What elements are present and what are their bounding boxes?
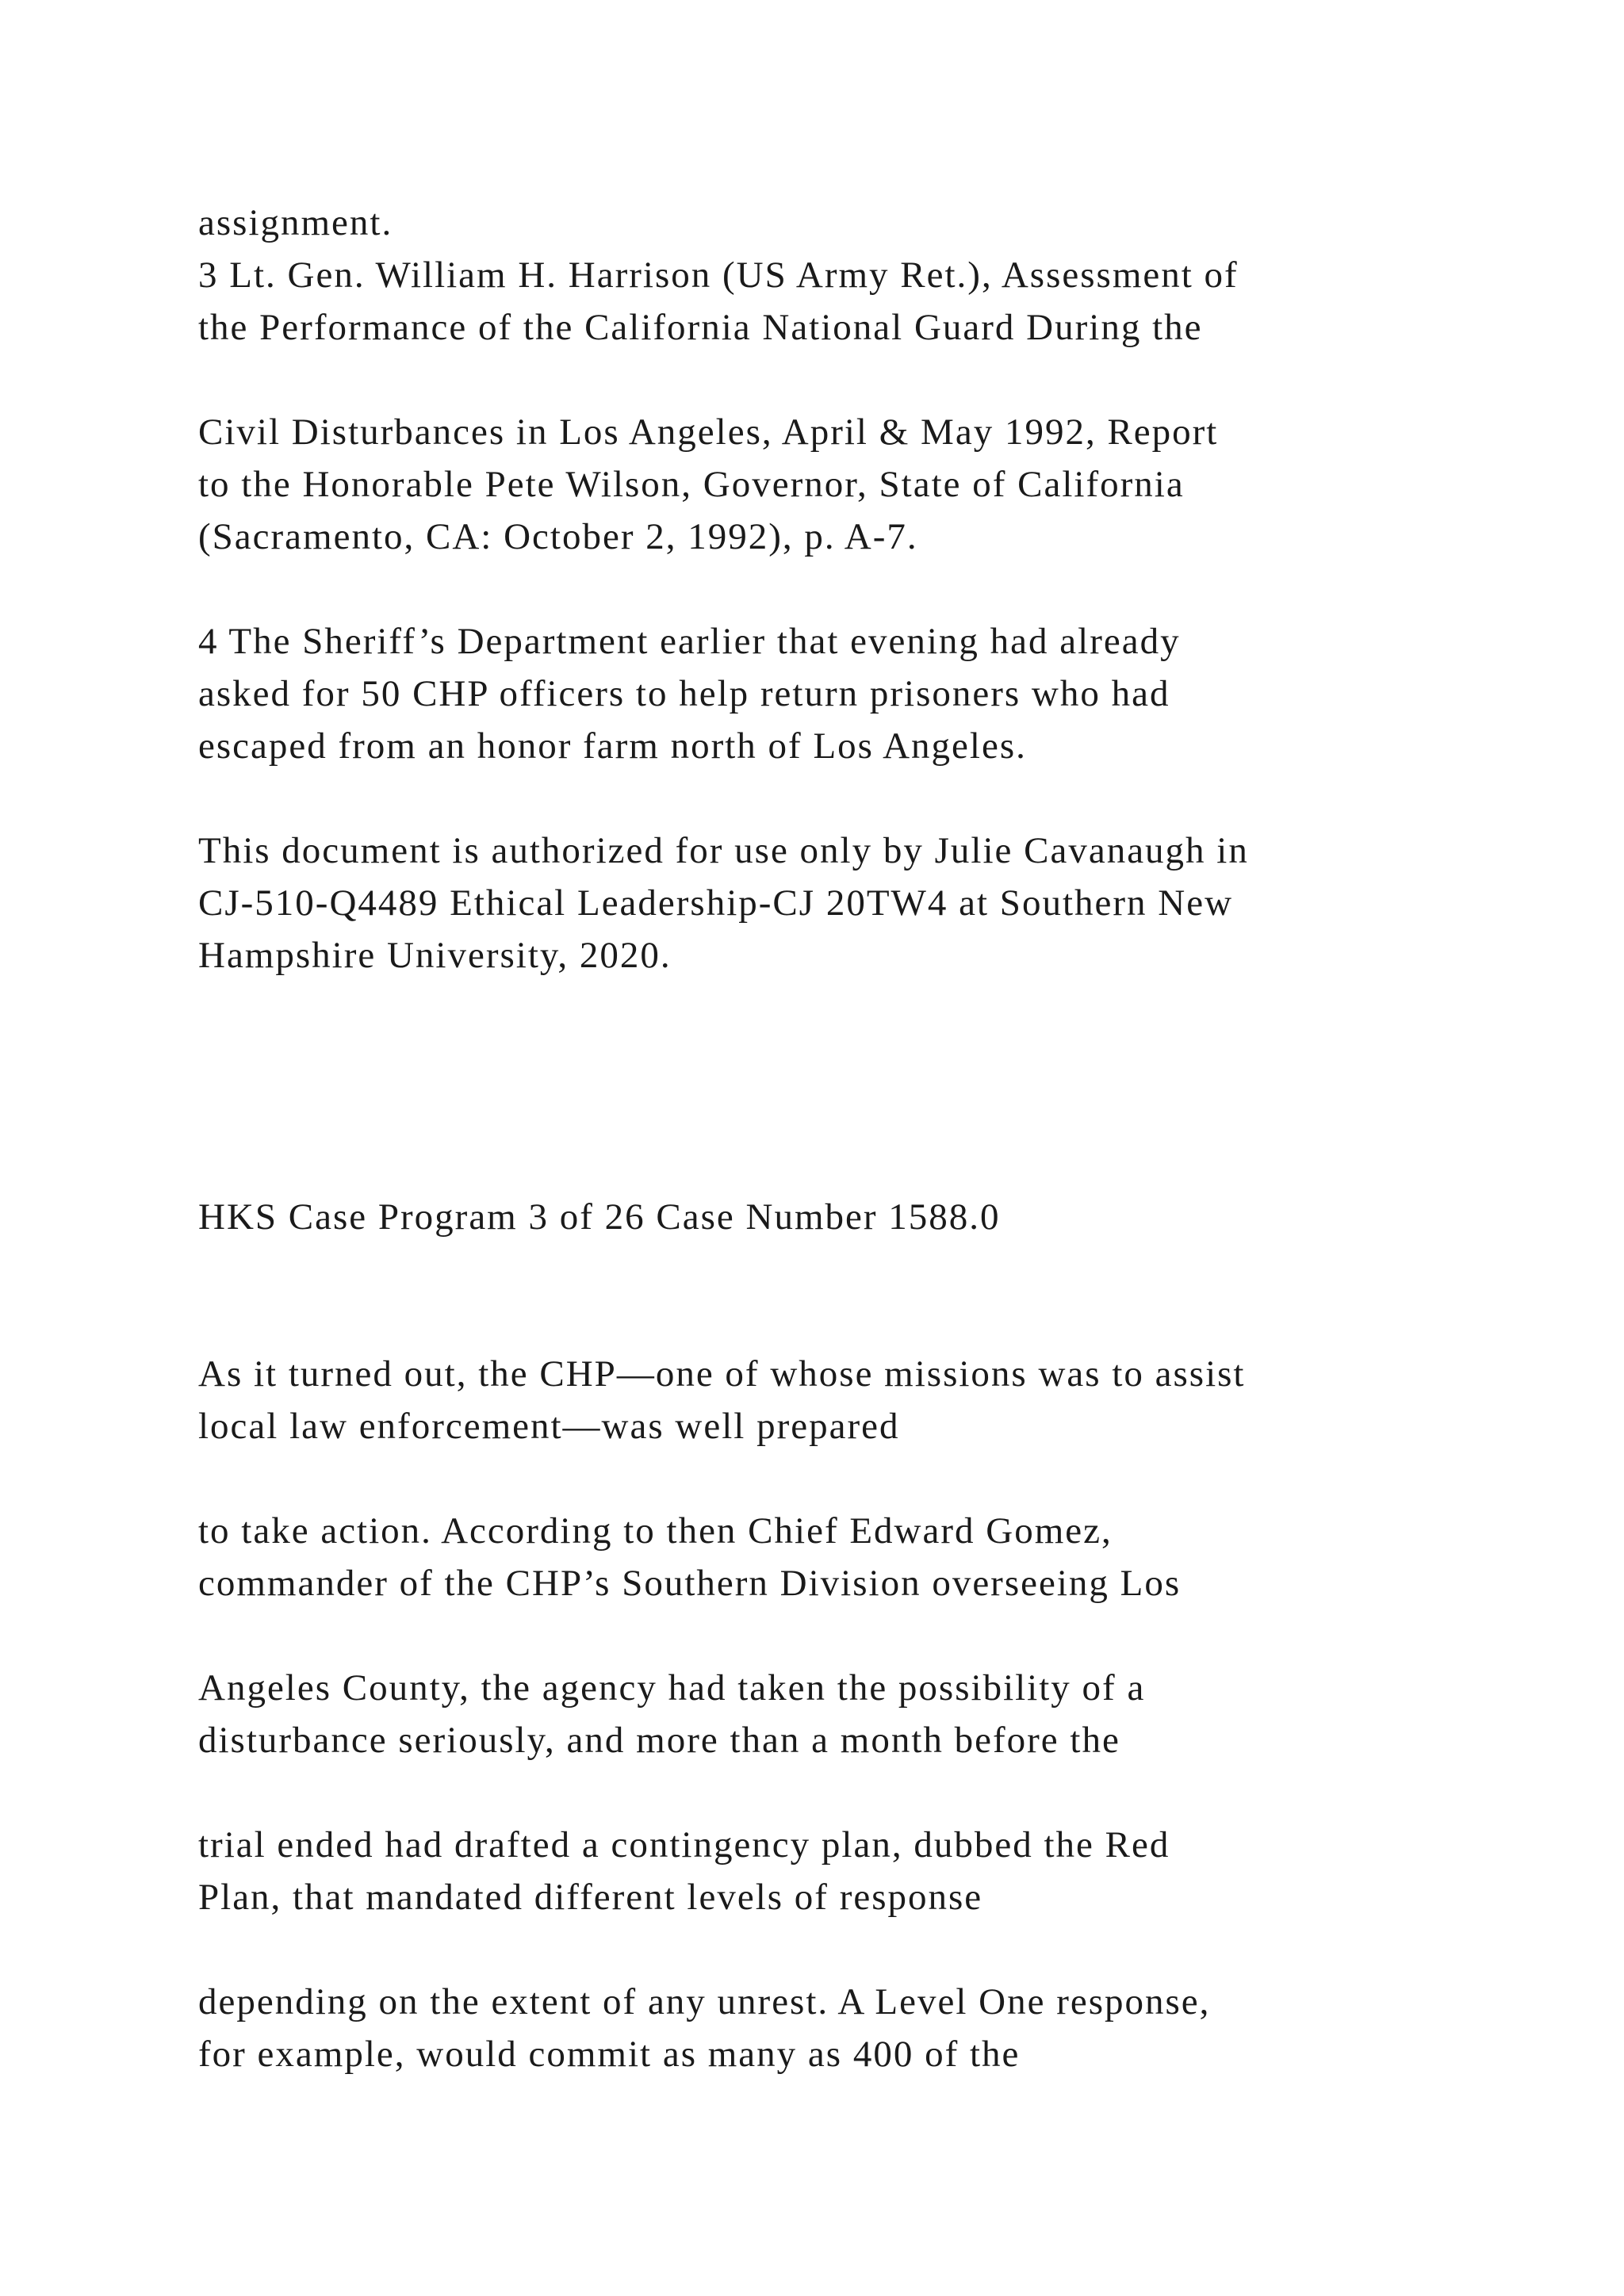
text-line: assignment. [198,202,393,243]
text-line: As it turned out, the CHP—one of whose missions was to assist [198,1353,1246,1395]
page-header: HKS Case Program 3 of 26 Case Number 1588.0 [198,1196,1001,1238]
text-line: Plan, that mandated different levels of response [198,1877,983,1918]
text-line: Angeles County, the agency had taken the possibility of a [198,1667,1146,1709]
text-line: (Sacramento, CA: October 2, 1992), p. A-7. [198,516,918,557]
footnote-3-line: 3 Lt. Gen. William H. Harrison (US Army Ret.), Assessment of [198,254,1239,296]
text-line: local law enforcement—was well prepared [198,1406,900,1447]
authorization-notice-line: Hampshire University, 2020. [198,935,672,976]
authorization-notice-line: This document is authorized for use only by Julie Cavanaugh in [198,830,1249,871]
text-line: commander of the CHP’s Southern Division overseeing Los [198,1563,1182,1604]
text-line: to the Honorable Pete Wilson, Governor, State of California [198,464,1185,505]
text-line: to take action. According to then Chief Edward Gomez, [198,1510,1113,1552]
text-line: asked for 50 CHP officers to help return prisoners who had [198,673,1170,714]
text-line: trial ended had drafted a contingency plan, dubbed the Red [198,1824,1170,1866]
text-line: the Performance of the California National Guard During the [198,307,1203,348]
authorization-notice-line: CJ-510-Q4489 Ethical Leadership-CJ 20TW4 at Southern New [198,882,1234,924]
text-line: for example, would commit as many as 400 of the [198,2034,1021,2075]
text-line: escaped from an honor farm north of Los Angeles. [198,725,1027,767]
text-line: disturbance seriously, and more than a month before the [198,1720,1120,1761]
footnote-4-line: 4 The Sheriff’s Department earlier that evening had already [198,621,1181,662]
text-line: depending on the extent of any unrest. A Level One response, [198,1981,1211,2022]
text-line: Civil Disturbances in Los Angeles, April & May 1992, Report [198,411,1219,453]
